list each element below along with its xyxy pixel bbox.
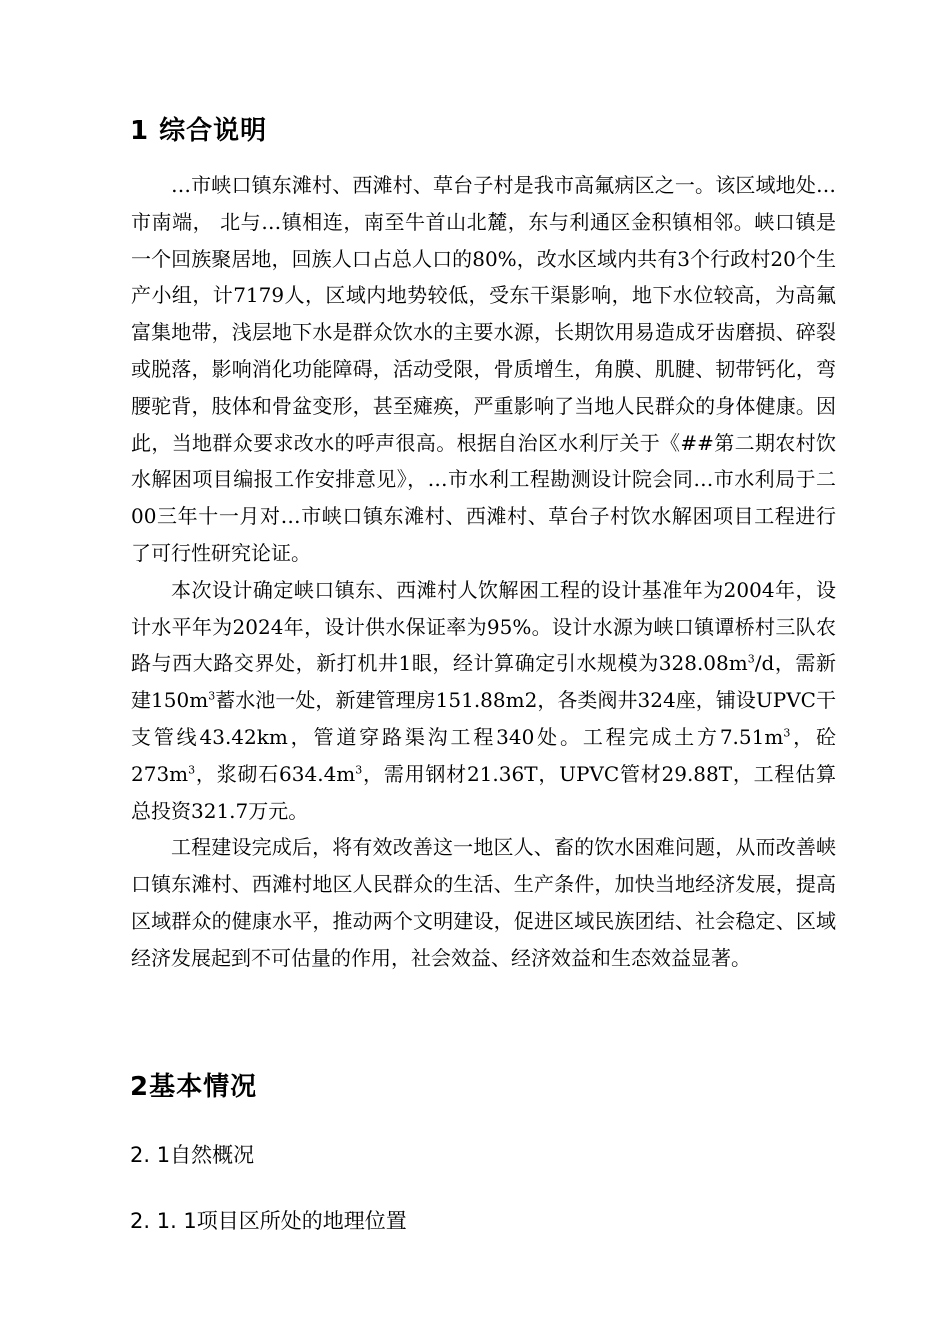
design-text-c: 蓄水池一处，新建管理房151.88m2，各类阀井324座，铺设UPVC干支管线43.42km，管道穿路渠沟工程340处。工程完成土方7.51m [131, 688, 837, 749]
section-1-heading: 1 综合说明 [130, 116, 268, 146]
superscript: 3 [188, 763, 196, 777]
subsection-2-1-1-heading: 2. 1. 1项目区所处的地理位置 [130, 1209, 407, 1233]
design-text-d: ，砼273m [131, 724, 837, 786]
superscript: 3 [208, 689, 216, 703]
design-text-a: 本次设计确定峡口镇东、西滩村人饮解困工程的设计基准年为2004年，设计水平年为2024年，设计供水保证率为95%。设计水源为峡口镇谭桥村三队农路与西大路交界处，新打机井1眼，经计算确定引水规模为328.08m [131, 577, 836, 676]
section-1-body [131, 167, 836, 977]
paragraph-overview: …市峡口镇东滩村、西滩村、草台子村是我市高氟病区之一。该区域地处…市南端， 北与…镇相连，南至牛首山北麓，东与利通区金积镇相邻。峡口镇是一个回族聚居地，回族人口占总人口的80%，改水区域内共有3个行政村20个生产小组，计7179人，区域内地势较低，受东干渠影响，地下水位较高，为高氟富集地带，浅层地下水是群众饮水的主要水源，长期饮用易造成牙齿磨损、碎裂或脱落，影响消化功能障碍，活动受限，骨质增生，角膜、肌腱、韧带钙化，弯腰驼背，肢体和骨盆变形，甚至瘫痪，严重影响了当地人民群众的身体健康。因此，当地群众要求改水的呼声很高。根据自治区水利厅关于《##第二期农村饮水解困项目编报工作安排意见》，…市水利工程勘测设计院会同…市水利局于二00三年十一月对…市峡口镇东滩村、西滩村、草台子村饮水解困项目工程进行了可行性研究论证。 [131, 173, 836, 565]
design-text-e: ，浆砌石634.4m [195, 761, 356, 786]
superscript: 3 [747, 652, 755, 666]
design-text-b: /d，需新建150m [131, 651, 836, 713]
subsection-2-1-heading: 2. 1自然概况 [130, 1143, 255, 1167]
design-text-f: ，需用钢材21.36T，UPVC管材29.88T，工程估算总投资321.7万元。 [131, 761, 836, 823]
superscript: 3 [783, 726, 791, 740]
superscript: 3 [355, 763, 363, 777]
paragraph-benefits: 工程建设完成后，将有效改善这一地区人、畜的饮水困难问题，从而改善峡口镇东滩村、西滩村地区人民群众的生活、生产条件，加快当地经济发展，提高区域群众的健康水平，推动两个文明建设，促进区域民族团结、社会稳定、区域经济发展起到不可估量的作用，社会效益、经济效益和生态效益显著。 [131, 835, 836, 970]
paragraph-design-parameters [131, 572, 836, 830]
section-2-heading: 2基本情况 [130, 1072, 258, 1102]
